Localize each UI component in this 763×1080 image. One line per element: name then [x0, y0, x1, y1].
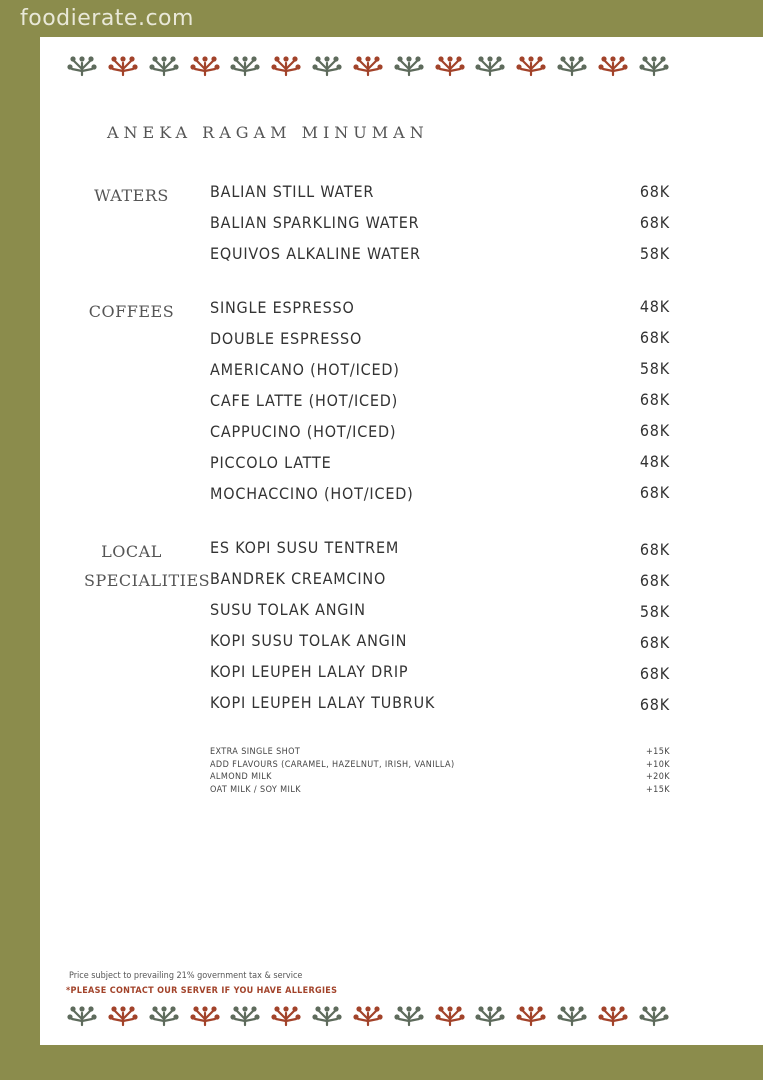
- menu-item-name: MOCHACCINO (HOT/ICED): [210, 484, 414, 503]
- floral-sprig-icon: [149, 53, 179, 77]
- floral-sprig-icon: [190, 1003, 220, 1027]
- floral-sprig-icon: [598, 53, 628, 77]
- menu-item-price: 48K: [639, 452, 670, 471]
- floral-sprig-icon: [516, 53, 546, 77]
- menu-item-price: 68K: [639, 213, 670, 232]
- menu-item-name: KOPI LEUPEH LALAY DRIP: [210, 662, 409, 681]
- floral-sprig-icon: [190, 53, 220, 77]
- ornament-border-top: [67, 53, 669, 77]
- menu-item-name: DOUBLE ESPRESSO: [210, 329, 363, 348]
- floral-sprig-icon: [639, 53, 669, 77]
- floral-sprig-icon: [108, 53, 138, 77]
- menu-item-name: SUSU TOLAK ANGIN: [210, 600, 366, 619]
- extra-item-price: +15K: [646, 785, 670, 796]
- menu-item-price: 68K: [639, 695, 670, 714]
- floral-sprig-icon: [312, 1003, 342, 1027]
- extra-item-name: EXTRA SINGLE SHOT: [210, 747, 301, 757]
- floral-sprig-icon: [108, 1003, 138, 1027]
- menu-item-name: PICCOLO LATTE: [210, 453, 332, 472]
- floral-sprig-icon: [598, 1003, 628, 1027]
- menu-item-price: 68K: [639, 633, 670, 652]
- floral-sprig-icon: [639, 1003, 669, 1027]
- floral-sprig-icon: [557, 1003, 587, 1027]
- extra-item-name: ALMOND MILK: [210, 772, 272, 783]
- category-local-line2: SPECIALITIES: [84, 571, 211, 590]
- floral-sprig-icon: [353, 1003, 383, 1027]
- floral-sprig-icon: [67, 1003, 97, 1027]
- floral-sprig-icon: [435, 1003, 465, 1027]
- floral-sprig-icon: [230, 53, 260, 77]
- menu-item-price: 68K: [639, 390, 670, 409]
- menu-item-price: 58K: [639, 602, 670, 621]
- floral-sprig-icon: [475, 1003, 505, 1027]
- menu-item-price: 68K: [639, 328, 670, 347]
- menu-item-name: AMERICANO (HOT/ICED): [210, 360, 400, 379]
- menu-item-name: EQUIVOS ALKALINE WATER: [210, 244, 421, 263]
- menu-item-name: BALIAN SPARKLING WATER: [210, 213, 420, 232]
- menu-item-price: 68K: [639, 571, 670, 590]
- menu-item-price: 68K: [639, 664, 670, 683]
- menu-item-price: 68K: [639, 421, 670, 440]
- extra-item-name: OAT MILK / SOY MILK: [210, 785, 301, 796]
- floral-sprig-icon: [435, 53, 465, 77]
- floral-sprig-icon: [271, 1003, 301, 1027]
- menu-item-name: KOPI LEUPEH LALAY TUBRUK: [210, 693, 436, 712]
- menu-page: [40, 37, 763, 1045]
- ornament-border-bottom: [67, 1003, 669, 1027]
- menu-item-name: BALIAN STILL WATER: [210, 182, 375, 201]
- section-title: ANEKA RAGAM MINUMAN: [107, 123, 429, 142]
- menu-item-name: CAPPUCINO (HOT/ICED): [210, 422, 397, 441]
- menu-item-price: 48K: [639, 297, 670, 316]
- extra-item-price: +20K: [646, 772, 670, 783]
- menu-item-price: 68K: [639, 540, 670, 559]
- floral-sprig-icon: [312, 53, 342, 77]
- menu-item-name: KOPI SUSU TOLAK ANGIN: [210, 631, 408, 650]
- extra-item: [210, 760, 670, 773]
- floral-sprig-icon: [394, 53, 424, 77]
- menu-item-price: 58K: [639, 359, 670, 378]
- floral-sprig-icon: [67, 53, 97, 77]
- floral-sprig-icon: [475, 53, 505, 77]
- extra-item: [210, 772, 670, 785]
- extras-list: [210, 747, 670, 798]
- extra-item-name: ADD FLAVOURS (CARAMEL, HAZELNUT, IRISH, VANILLA): [210, 759, 455, 770]
- floral-sprig-icon: [230, 1003, 260, 1027]
- category-local-line1: LOCAL: [101, 542, 162, 561]
- floral-sprig-icon: [516, 1003, 546, 1027]
- floral-sprig-icon: [353, 53, 383, 77]
- menu-item-price: 58K: [639, 244, 670, 263]
- allergy-note: *PLEASE CONTACT OUR SERVER IF YOU HAVE ALLERGIES: [66, 986, 338, 996]
- extra-item-price: +15K: [646, 747, 670, 757]
- menu-item-price: 68K: [639, 483, 670, 502]
- floral-sprig-icon: [271, 53, 301, 77]
- category-coffees: COFFEES: [88, 302, 175, 321]
- extra-item: [210, 785, 670, 798]
- menu-item-name: SINGLE ESPRESSO: [210, 298, 355, 317]
- extra-item-price: +10K: [646, 759, 670, 770]
- floral-sprig-icon: [394, 1003, 424, 1027]
- watermark-logo: foodierate.com: [20, 6, 194, 31]
- menu-item-price: 68K: [639, 182, 670, 201]
- tax-note: Price subject to prevailing 21% government tax & service: [69, 971, 303, 981]
- category-waters: WATERS: [94, 186, 169, 205]
- extra-item: [210, 747, 670, 760]
- menu-item-name: ES KOPI SUSU TENTREM: [210, 538, 400, 557]
- menu-item-name: BANDREK CREAMCINO: [210, 569, 387, 588]
- menu-item-name: CAFE LATTE (HOT/ICED): [210, 391, 399, 410]
- floral-sprig-icon: [557, 53, 587, 77]
- floral-sprig-icon: [149, 1003, 179, 1027]
